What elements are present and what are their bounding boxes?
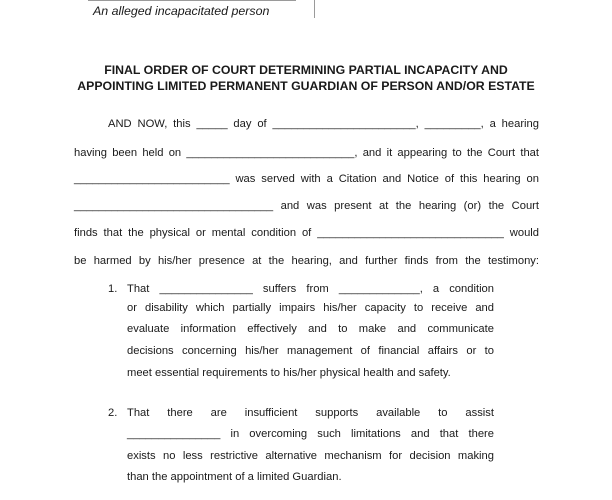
item-1-line: or disability which partially impairs his/her capacity to receive and	[127, 302, 494, 314]
caption-rule	[88, 0, 296, 1]
item-1-line: That _______________ suffers from _____________, a condition	[127, 283, 494, 295]
document-title	[0, 62, 612, 94]
body-line-6: be harmed by his/her presence at the hearing, and further finds from the testimony:	[74, 255, 539, 267]
item-1-line: meet essential requirements to his/her physical health and safety.	[127, 367, 451, 379]
item-1-line: evaluate information effectively and to make and communicate	[127, 323, 494, 335]
item-2-line: That there are insufficient supports available to assist	[127, 407, 494, 419]
item-2-line: than the appointment of a limited Guardian.	[127, 471, 342, 483]
item-1-line: decisions concerning his/her management of financial affairs or to	[127, 345, 494, 357]
item-number: 2.	[108, 407, 118, 419]
title-line-1: FINAL ORDER OF COURT DETERMINING PARTIAL INCAPACITY AND	[104, 63, 508, 77]
body-line-3: _________________________ was served with a Citation and Notice of this hearing on	[74, 173, 539, 185]
body-line-2: having been held on ___________________________, and it appearing to the Court that	[74, 147, 539, 159]
body-line-5: finds that the physical or mental condition of ______________________________ would	[74, 227, 539, 239]
caption-subject-label: An alleged incapacitated person	[93, 4, 270, 18]
caption-divider	[314, 0, 315, 18]
item-2-line: _______________ in overcoming such limitations and that there	[127, 428, 494, 440]
body-line-4: ________________________________ and was present at the hearing (or) the Court	[74, 200, 539, 212]
item-number: 1.	[108, 283, 118, 295]
item-2-line: exists no less restrictive alternative mechanism for decision making	[127, 450, 494, 462]
title-line-2: APPOINTING LIMITED PERMANENT GUARDIAN OF PERSON AND/OR ESTATE	[77, 79, 535, 93]
body-line-1: AND NOW, this _____ day of _______________________, _________, a hearing	[108, 118, 539, 130]
